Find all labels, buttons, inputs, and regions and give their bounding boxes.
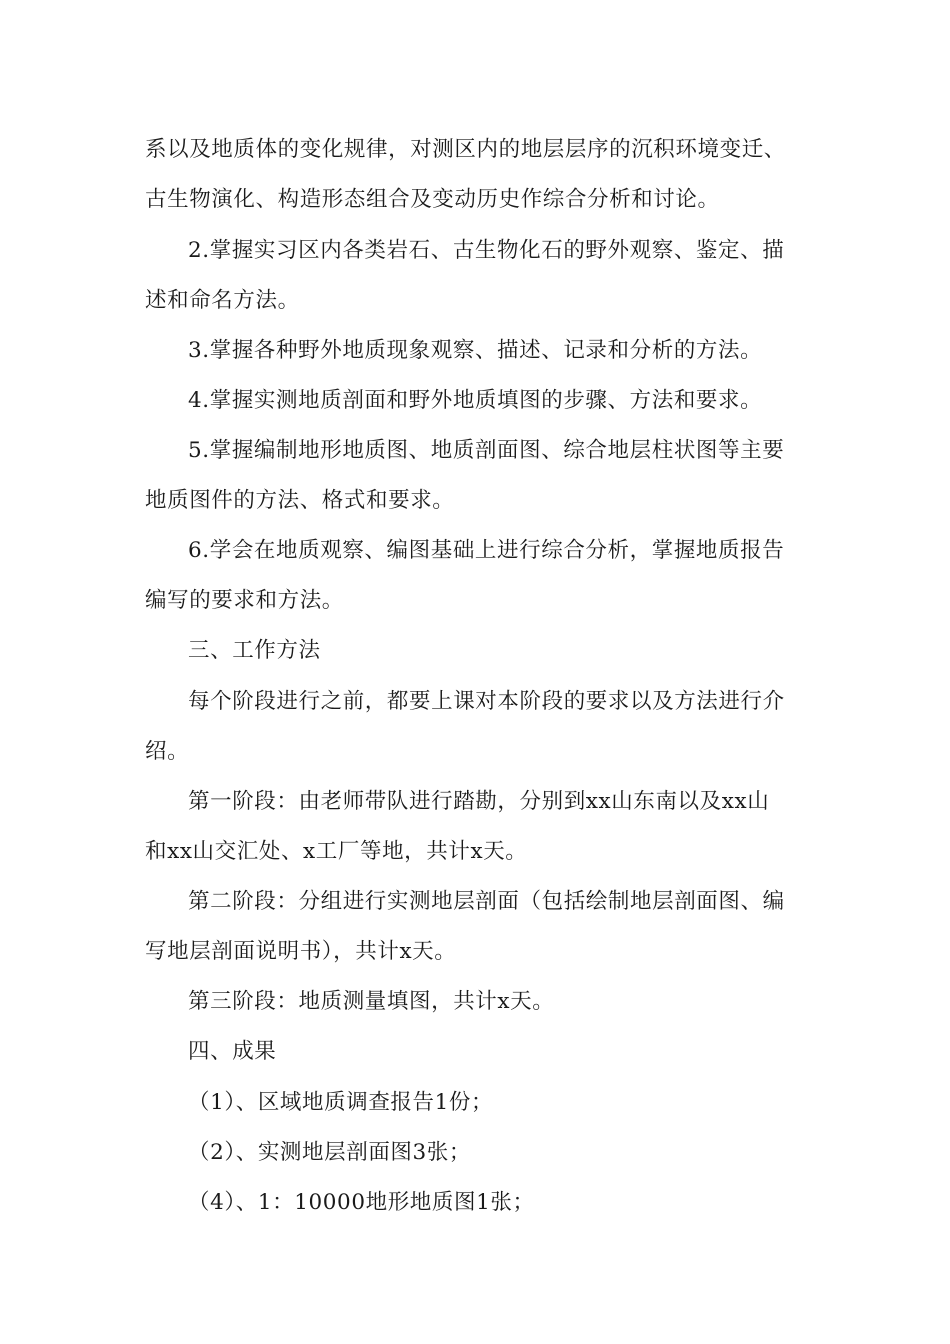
paragraph-line: 写地层剖面说明书），共计x天。	[145, 939, 457, 964]
section-heading: 三、工作方法	[188, 638, 321, 663]
paragraph-line: 每个阶段进行之前，都要上课对本阶段的要求以及方法进行介	[188, 689, 785, 714]
paragraph-line: 4.掌握实测地质剖面和野外地质填图的步骤、方法和要求。	[188, 388, 763, 413]
paragraph-line: 第三阶段：地质测量填图，共计x天。	[188, 989, 555, 1014]
paragraph-line: 3.掌握各种野外地质现象观察、描述、记录和分析的方法。	[188, 338, 763, 363]
paragraph-line: 述和命名方法。	[145, 288, 300, 313]
paragraph-line: 古生物演化、构造形态组合及变动历史作综合分析和讨论。	[145, 187, 720, 212]
paragraph-line: 6.学会在地质观察、编图基础上进行综合分析，掌握地质报告	[188, 538, 785, 563]
paragraph-line: 系以及地质体的变化规律，对测区内的地层层序的沉积环境变迁、	[145, 137, 786, 162]
paragraph-line: 和xx山交汇处、x工厂等地，共计x天。	[145, 839, 528, 864]
paragraph-line: 编写的要求和方法。	[145, 588, 344, 613]
paragraph-line: 地质图件的方法、格式和要求。	[145, 488, 455, 513]
paragraph-line: 第一阶段：由老师带队进行踏勘，分别到xx山东南以及xx山	[188, 789, 770, 814]
paragraph-line: 绍。	[145, 739, 190, 764]
paragraph-line: 第二阶段：分组进行实测地层剖面（包括绘制地层剖面图、编	[188, 889, 785, 914]
paragraph-line: 5.掌握编制地形地质图、地质剖面图、综合地层柱状图等主要	[188, 438, 785, 463]
list-item: （2）、实测地层剖面图3张；	[188, 1140, 472, 1165]
list-item: （4）、1：10000地形地质图1张；	[188, 1190, 535, 1215]
list-item: （1）、区域地质调查报告1份；	[188, 1090, 494, 1115]
paragraph-line: 2.掌握实习区内各类岩石、古生物化石的野外观察、鉴定、描	[188, 238, 785, 263]
section-heading: 四、成果	[188, 1039, 277, 1064]
